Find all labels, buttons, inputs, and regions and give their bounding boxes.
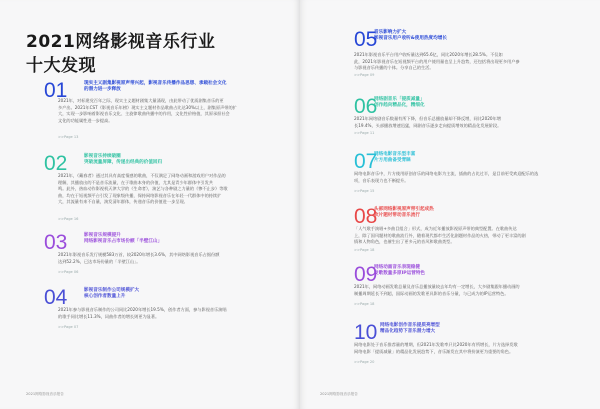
body-line: 情和人物角色，也催生出了更多元的音风和歌曲类型。 xyxy=(354,239,455,245)
finding-04 xyxy=(44,287,284,342)
body-line: 2021年，网络动画发歌总量及音乐总播放量较去年均有一定增长，大多剧集跟年播动画的 xyxy=(354,284,520,289)
body-line: 此，2021年影视音乐在短视频平台的用户使用量也呈上升趋势，还包括将出现更多用户参 xyxy=(354,58,520,64)
heading-line: 影视音乐持续破圈 xyxy=(84,154,121,159)
body-line: 2021年参与影视音乐制作的公司同比2020年增长19.5%，创作者方面，参与影视音乐演唱 xyxy=(58,307,227,312)
page-ref: >>Page 13 xyxy=(58,135,79,139)
finding-number: 01 xyxy=(44,79,68,102)
finding-number: 04 xyxy=(44,286,68,309)
heading-line: 影视音乐制作公司规模扩大 xyxy=(84,288,140,293)
finding-number: 09 xyxy=(354,263,378,286)
finding-09 xyxy=(354,264,586,322)
heading-line: 发歌数量多原IP运营特色 xyxy=(374,271,426,277)
heading-line: 现实主义剧集影视原声带兴起，影视音乐传播作品思想、承载社会文化 xyxy=(84,81,227,86)
finding-body xyxy=(58,173,284,206)
page-ref: >>Page 18 xyxy=(354,302,375,306)
heading-line: 核心创作者数量上升 xyxy=(84,294,126,300)
finding-number: 05 xyxy=(354,28,378,51)
finding-body xyxy=(354,226,584,246)
body-line: 2021年网络剧音乐数量有所下降，但音乐总播放量却不降反增，同比2020年增 xyxy=(354,116,501,121)
finding-body xyxy=(354,284,584,297)
heading-line: 网络剧音乐「提质减量」 xyxy=(374,97,425,102)
finding-heading xyxy=(84,154,162,167)
heading-line: 头部网络影视原声带引起成热 xyxy=(374,207,434,212)
page-ref: >>Page 16 xyxy=(58,217,79,221)
finding-heading xyxy=(84,81,226,94)
page-footer: 2021网络影视音乐报告 xyxy=(26,392,64,396)
body-line: 理解，其播放出的不是音乐流量，在于歌曲本身的价值，尤其是青少年群体中引发共 xyxy=(58,179,213,185)
heading-line: 影视音乐用户收听&使用热度均增长 xyxy=(374,36,447,42)
heading-line: 精品化趋势下音乐潜力增大 xyxy=(380,329,436,335)
finding-heading xyxy=(84,288,139,301)
body-line: 文化的功能属性进一步提高。 xyxy=(58,117,113,123)
finding-body xyxy=(58,252,284,265)
right-page xyxy=(300,0,600,409)
page-title-line1: 2021网络影视音乐行业 xyxy=(26,32,216,52)
finding-heading xyxy=(374,97,425,110)
finding-number: 08 xyxy=(354,205,378,228)
finding-05 xyxy=(354,29,586,97)
finding-heading xyxy=(84,233,162,246)
finding-10 xyxy=(354,322,586,380)
body-line: 多产出。2021年CST《影视音乐年榜》现实主义题材作品歌曲占比达30%以上，剧集原声带的扩 xyxy=(58,104,237,110)
body-line: 网络电影处于音乐推荐量的增期，但2021年发歌率只比2020年有所增长，片方选择发歌 xyxy=(354,342,518,347)
body-line: 达到52.2%，已达市场份量的「半壁江山」。 xyxy=(58,258,141,264)
body-line: 2021年影视音乐平台用户收听量达到65.6亿，同比2020年增长28.5%。不仅如 xyxy=(354,52,503,57)
body-line: 长19.4%，头部播放增速迅猛，网剧音乐逐步走向提质增效的精品化发展阶段。 xyxy=(354,122,502,128)
finding-body xyxy=(354,52,584,72)
finding-number: 07 xyxy=(354,150,378,173)
finding-heading xyxy=(374,265,425,278)
finding-heading xyxy=(374,30,447,43)
finding-body xyxy=(354,171,584,184)
body-line: 鸣。此外，热血动作影视机天津大学的《生命者》，演艺与各种剧之力量的《惨不止步》等歌 xyxy=(58,186,228,192)
heading-line: 音乐影响力扩大 xyxy=(374,30,407,35)
finding-03 xyxy=(44,232,284,287)
page-ref: >>Page 07 xyxy=(58,325,79,329)
page-ref: >>Page 20 xyxy=(354,360,375,364)
heading-line: 网络电影创作音乐提质亮增型 xyxy=(380,323,440,328)
page-footer: 2021网络影视音乐报告 xyxy=(320,392,358,396)
finding-number: 02 xyxy=(44,152,68,175)
finding-body xyxy=(58,98,284,124)
finding-02 xyxy=(44,153,284,233)
body-line: 网络电影「提质减量」的精品化发展趋势下，音乐渐发在其中将扮演更为重要的角色。 xyxy=(354,348,514,354)
body-line: 2021年影视音乐发行规模583万首，较2020年增长3.6%，其中网络影视音乐占据份额 xyxy=(58,252,220,257)
finding-number: 10 xyxy=(354,321,378,344)
body-line: 大，实现一步影响着影视音乐文化、主旋律歌曲传播中的作用，文化性价格值，其原承担社会 xyxy=(58,111,230,117)
heading-line: 网络动画音乐表现稳健 xyxy=(374,265,420,270)
finding-body xyxy=(58,307,284,320)
page-ref: >>Page 09 xyxy=(354,73,375,77)
page-ref: >>Page 11 xyxy=(354,131,375,135)
page-ref: >>Page 15 xyxy=(354,189,375,193)
body-line: 网络电影音乐中，片方使用原创音乐的网络电影为主流，插曲的占比过半，是目前更受欢迎配乐的选 xyxy=(354,171,539,176)
heading-line: 影视音乐规模提升 xyxy=(84,233,121,238)
body-line: 2021年，《藏春者》通过其具有高度情感的歌曲，不仅满足了网络动画和游戏用户对作品的 xyxy=(58,173,226,178)
heading-line: 网络电影音乐型丰富 xyxy=(374,152,416,157)
page-ref: >>Page 06 xyxy=(58,270,79,274)
finding-body xyxy=(354,342,584,355)
heading-line: 突破流量屏障，传递出经典的价值回归 xyxy=(84,160,163,166)
finding-number: 06 xyxy=(354,95,378,118)
body-line: 2021年，对标建党百年之际，现实主义题材剧集大量涌现，由此带动了优质剧集音乐的更 xyxy=(58,98,224,103)
heading-line: 软片题材带动音乐流行 xyxy=(374,213,420,219)
body-line: 项，音乐表现力也不断提升。 xyxy=(354,177,409,183)
heading-line: 的潜力进一步释放 xyxy=(84,87,121,93)
finding-heading xyxy=(380,323,440,336)
finding-heading xyxy=(374,207,434,220)
body-line: 的歌手同比增长11.3%，词曲作者的增长则更为显著。 xyxy=(58,313,160,319)
body-line: 「人气歌手演唱+多曲目组合」形式，成为近年播放影视原声带的典型配置。在歌曲传达 xyxy=(354,226,517,231)
finding-heading xyxy=(374,152,415,165)
finding-07 xyxy=(354,151,586,209)
finding-number: 03 xyxy=(44,231,68,254)
body-line: 上，除了国风题材的歌曲流行外，随着现代都市生活化剧题材作品的火热，带动了更丰富的剧 xyxy=(354,232,526,238)
finding-06 xyxy=(354,96,586,154)
heading-line: 片方用曲备受青睐 xyxy=(374,158,411,164)
body-line: 与影视音乐传播的个体。分享自己的生活。 xyxy=(354,65,434,71)
body-line: 曲，均在于短视频平台引发了现象级传播，保持网络影视音乐在年轻一代群体中的持续扩 xyxy=(58,192,222,198)
heading-line: 创作趋向精品化，精细化 xyxy=(374,103,425,109)
page-title-line2: 十大发现 xyxy=(26,56,96,76)
body-line: 制播周期延长不到超，国际动画的发歌更具影的音乐分量，与已成为的IP运营特色。 xyxy=(354,290,509,296)
body-line: 大，其流量有来不自量，演发清年群体，传递音乐的价值进一步呈现。 xyxy=(58,199,188,205)
finding-08 xyxy=(354,206,586,268)
finding-body xyxy=(354,116,584,129)
page-ref: >>Page 18 xyxy=(354,248,375,252)
finding-01 xyxy=(44,80,284,150)
heading-line: 网络影视音乐占市场份额「半壁江山」 xyxy=(84,239,163,245)
